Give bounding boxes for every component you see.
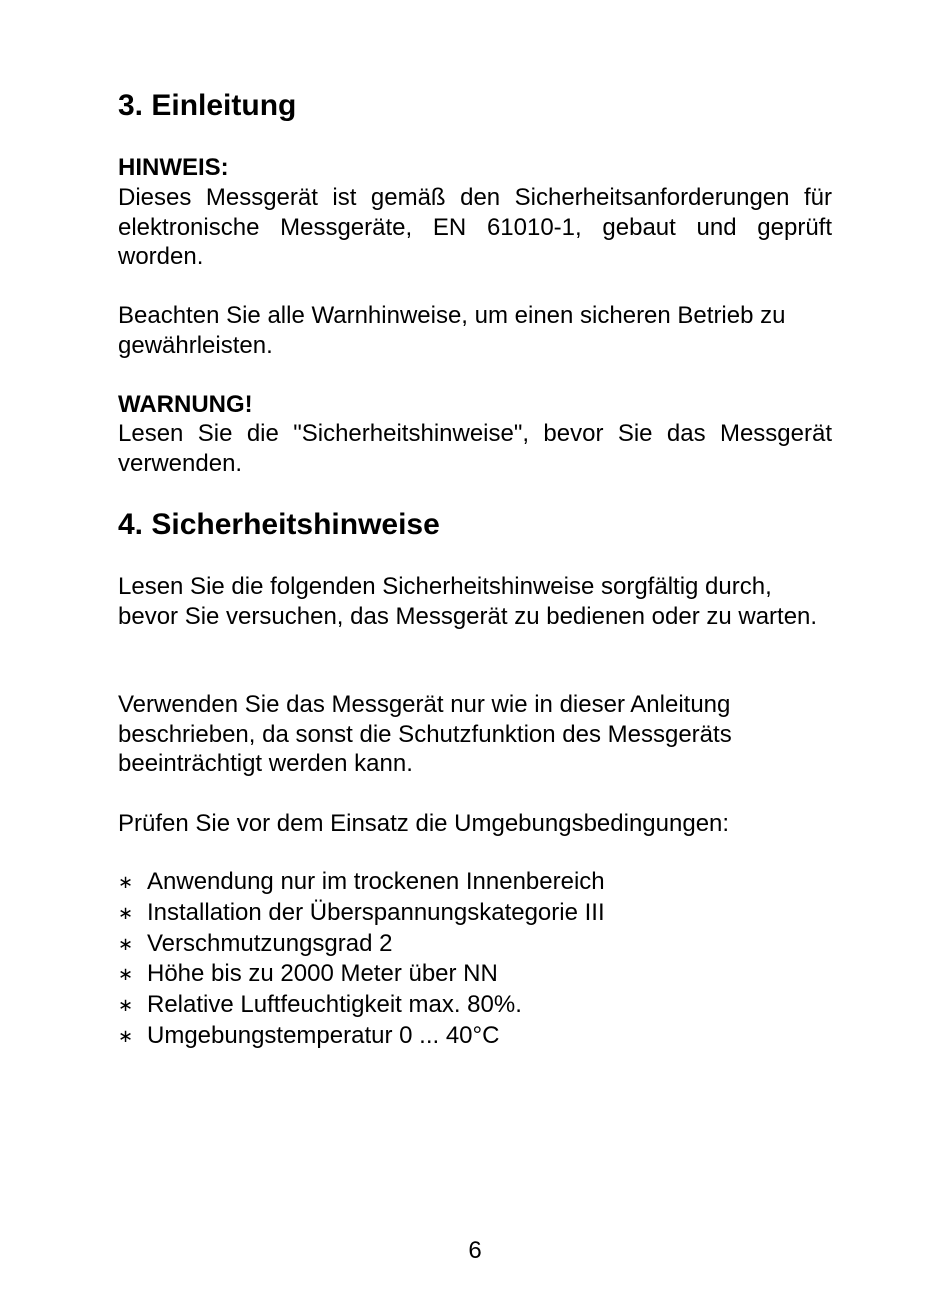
conditions-list: [118, 867, 832, 1052]
safety-paragraph-conditions: Prüfen Sie vor dem Einsatz die Umgebungsbedingungen:: [118, 810, 730, 837]
list-item-text: Installation der Überspannungskategorie III: [147, 898, 605, 926]
list-item-text: Verschmutzungsgrad 2: [147, 929, 393, 957]
safety-paragraph-usage: Verwenden Sie das Messgerät nur wie in dieser Anleitung beschrieben, da sonst die Schutzfunktion des Messgeräts beeinträchtigt werden kann.: [118, 691, 732, 777]
list-item: [118, 1021, 832, 1052]
section-4-heading: 4. Sicherheitshinweise: [118, 508, 440, 541]
bullet-asterisk-icon: ∗: [118, 1025, 134, 1046]
bullet-asterisk-icon: ∗: [118, 933, 134, 954]
section-3-heading: 3. Einleitung: [118, 89, 297, 122]
list-item-text: Umgebungstemperatur 0 ... 40°C: [147, 1021, 500, 1049]
list-item: [118, 898, 832, 929]
safety-paragraph-read: Lesen Sie die folgenden Sicherheitshinweise sorgfältig durch, bevor Sie versuchen, das Messgerät zu bedienen oder zu warten.: [118, 573, 818, 630]
bullet-asterisk-icon: ∗: [118, 872, 134, 892]
page-number: 6: [468, 1237, 482, 1264]
note-text: Dieses Messgerät ist gemäß den Sicherheitsanforderungen für elektronische Messgeräte, EN 61010-1, gebaut und geprüft worden.: [118, 184, 832, 270]
bullet-asterisk-icon: ∗: [118, 995, 134, 1016]
operation-paragraph: Beachten Sie alle Warnhinweise, um einen sicheren Betrieb zu gewährleisten.: [118, 302, 786, 359]
warning-label: WARNUNG!: [118, 391, 253, 418]
list-item-text: Relative Luftfeuchtigkeit max. 80%.: [147, 991, 522, 1019]
bullet-asterisk-icon: ∗: [118, 902, 134, 923]
bullet-asterisk-icon: ∗: [118, 964, 134, 985]
note-label: HINWEIS:: [118, 154, 229, 181]
list-item: [118, 929, 832, 960]
list-item: [118, 959, 832, 990]
list-item: [118, 990, 832, 1021]
list-item: [118, 867, 832, 898]
list-item-text: Höhe bis zu 2000 Meter über NN: [147, 960, 498, 988]
warning-text: Lesen Sie die "Sicherheitshinweise", bevor Sie das Messgerät verwenden.: [118, 420, 832, 477]
list-item-text: Anwendung nur im trockenen Innenbereich: [147, 868, 605, 895]
